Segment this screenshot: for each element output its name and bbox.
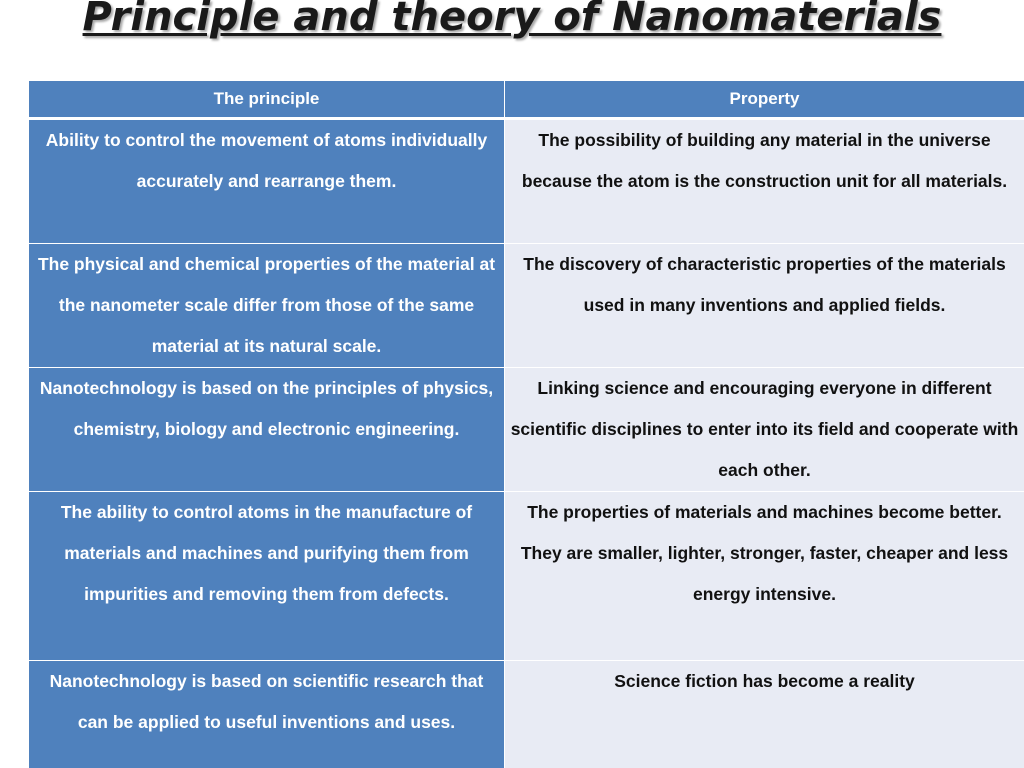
property-cell: The possibility of building any material in the universe because the atom is the construction unit for all materials. bbox=[505, 119, 1024, 244]
principles-table bbox=[28, 80, 1024, 768]
header-property: Property bbox=[505, 81, 1024, 119]
principle-cell: The physical and chemical properties of the material at the nanometer scale differ from those of the same material at its natural scale. bbox=[29, 244, 505, 368]
property-cell: Science fiction has become a reality bbox=[505, 661, 1024, 768]
table-row bbox=[29, 492, 1024, 661]
slide-title: Principle and theory of Nanomaterials bbox=[82, 0, 942, 40]
header-principle: The principle bbox=[29, 81, 505, 119]
principles-table-container bbox=[28, 80, 1024, 768]
table-row bbox=[29, 368, 1024, 492]
principle-cell: Nanotechnology is based on scientific research that can be applied to useful inventions and uses. bbox=[29, 661, 505, 768]
table-row bbox=[29, 119, 1024, 244]
property-cell: Linking science and encouraging everyone in different scientific disciplines to enter into its field and cooperate with each other. bbox=[505, 368, 1024, 492]
property-cell: The discovery of characteristic properties of the materials used in many inventions and applied fields. bbox=[505, 244, 1024, 368]
table-header-row bbox=[29, 81, 1024, 119]
principle-cell: The ability to control atoms in the manufacture of materials and machines and purifying them from impurities and removing them from defects. bbox=[29, 492, 505, 661]
property-cell: The properties of materials and machines become better. They are smaller, lighter, stronger, faster, cheaper and less energy intensive. bbox=[505, 492, 1024, 661]
table-row bbox=[29, 244, 1024, 368]
table-row bbox=[29, 661, 1024, 768]
principle-cell: Nanotechnology is based on the principles of physics, chemistry, biology and electronic engineering. bbox=[29, 368, 505, 492]
principle-cell: Ability to control the movement of atoms individually accurately and rearrange them. bbox=[29, 119, 505, 244]
